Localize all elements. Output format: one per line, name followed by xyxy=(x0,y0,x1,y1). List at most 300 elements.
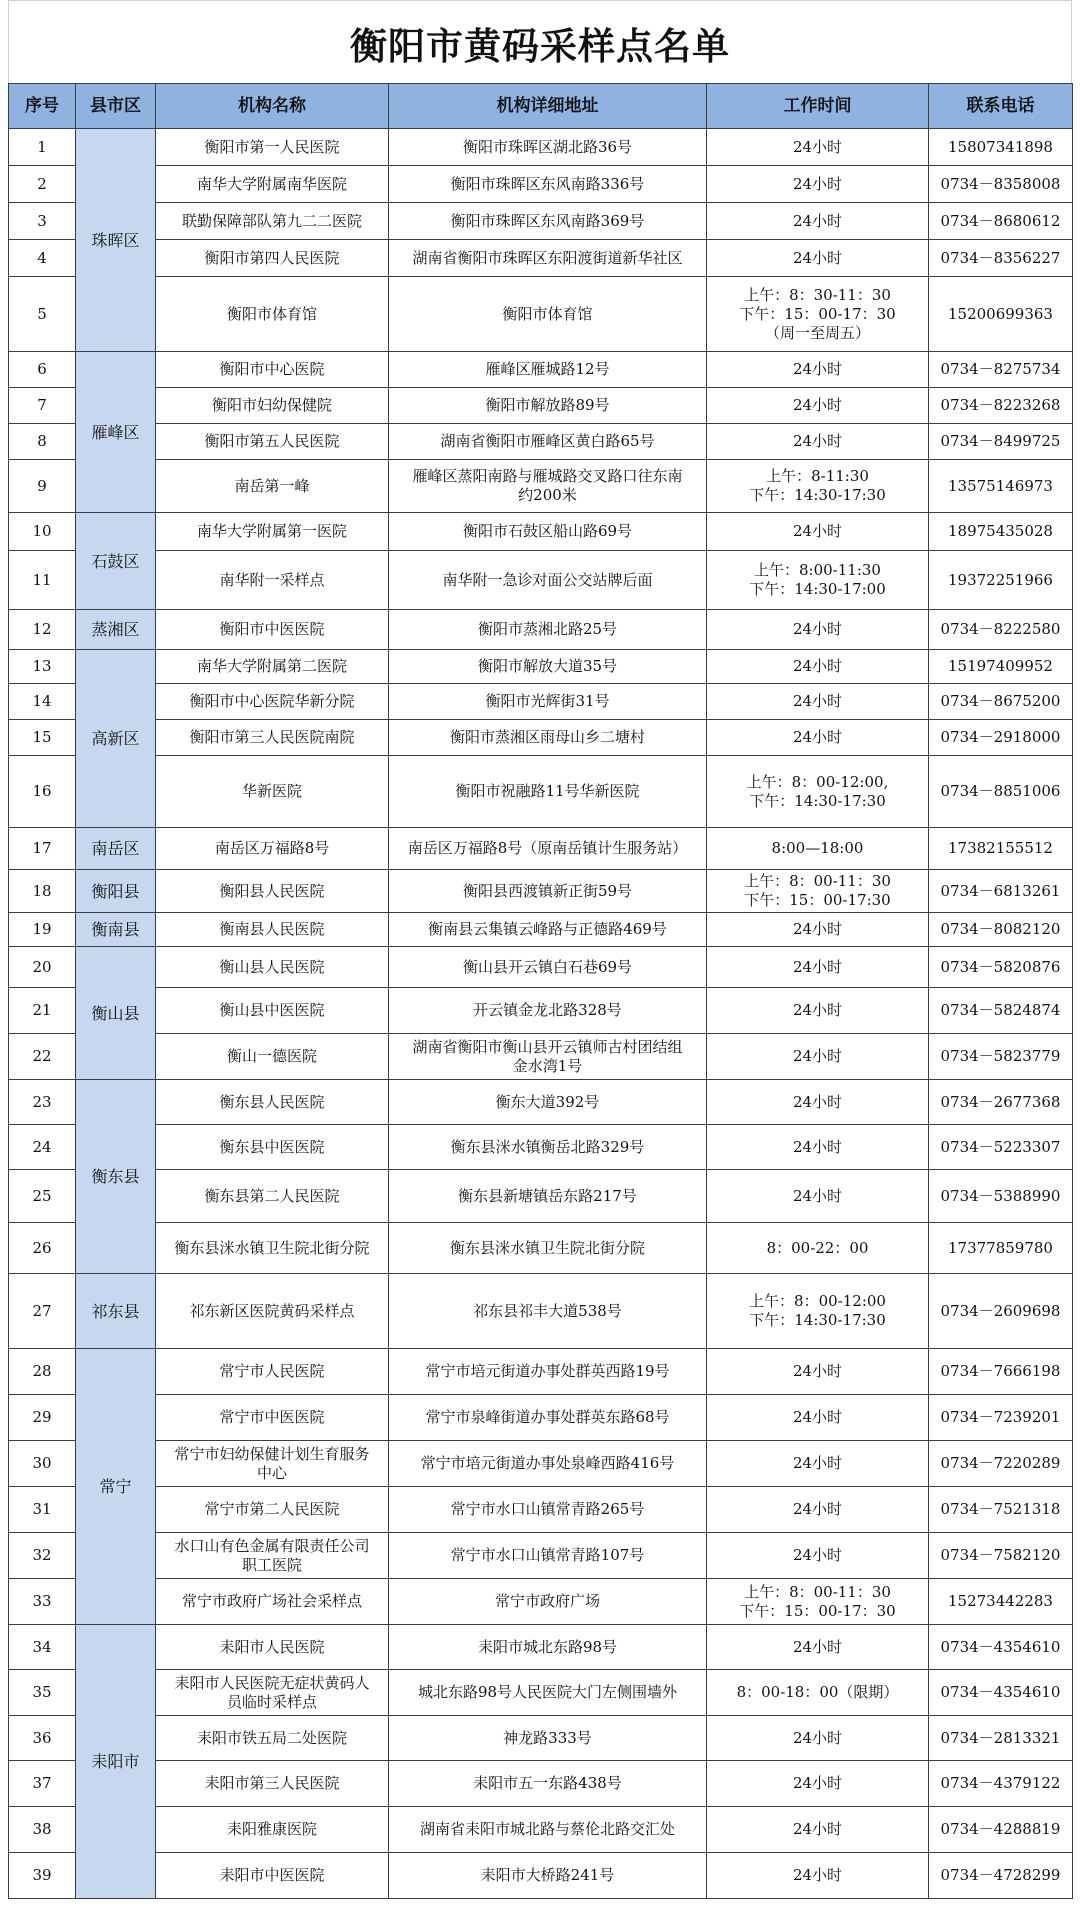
table-row xyxy=(9,513,1073,551)
institution-address xyxy=(389,1349,707,1395)
institution-address xyxy=(389,1579,707,1625)
working-hours-line: 24小时 xyxy=(792,692,843,710)
district-cell: 衡阳县 xyxy=(76,870,156,913)
contact-phone: 0734－2813321 xyxy=(929,1716,1073,1761)
institution-name-line: 衡阳市体育馆 xyxy=(226,304,317,323)
working-hours xyxy=(707,988,929,1034)
institution-address-line: 常宁市泉峰街道办事处群英东路68号 xyxy=(425,1408,670,1426)
sampling-sites-table xyxy=(8,83,1073,1899)
table-row xyxy=(9,203,1073,240)
table-row xyxy=(9,1223,1073,1274)
institution-name-line: 衡山县人民医院 xyxy=(219,957,325,976)
working-hours xyxy=(707,684,929,720)
institution-name xyxy=(156,1579,389,1625)
institution-name xyxy=(156,828,389,870)
institution-address-line: 衡阳市珠晖区东风南路369号 xyxy=(450,211,645,230)
working-hours-line: 24小时 xyxy=(792,1820,843,1838)
working-hours-line: 24小时 xyxy=(792,1362,843,1380)
table-row xyxy=(9,1807,1073,1853)
institution-address-line: 南岳区万福路8号（原南岳镇计生服务站） xyxy=(407,839,688,857)
working-hours-line: 上午：8:00-11:30 xyxy=(754,561,881,579)
contact-phone: 0734－7239201 xyxy=(929,1395,1073,1441)
table-row xyxy=(9,1853,1073,1899)
row-number: 8 xyxy=(9,424,76,460)
institution-name xyxy=(156,1807,389,1853)
working-hours xyxy=(707,1125,929,1170)
table-row xyxy=(9,1579,1073,1625)
institution-address xyxy=(389,1853,707,1899)
working-hours-line: 24小时 xyxy=(792,920,843,938)
institution-name xyxy=(156,240,389,277)
table-row xyxy=(9,1395,1073,1441)
institution-address xyxy=(389,1125,707,1170)
institution-address xyxy=(389,1441,707,1487)
contact-phone: 0734－7666198 xyxy=(929,1349,1073,1395)
institution-name-line: 南华大学附属第一医院 xyxy=(196,522,347,540)
working-hours xyxy=(707,460,929,513)
working-hours-line: 上午：8：00-11：30 xyxy=(744,1582,891,1601)
institution-address-line: 衡南县云集镇云峰路与正德路469号 xyxy=(428,920,667,938)
working-hours-line: 24小时 xyxy=(792,728,843,746)
header-no: 序号 xyxy=(9,84,76,129)
contact-phone: 17377859780 xyxy=(929,1223,1073,1274)
row-number: 28 xyxy=(9,1349,76,1395)
row-number: 33 xyxy=(9,1579,76,1625)
institution-address-line: 约200米 xyxy=(518,486,577,504)
institution-address-line: 耒阳市城北东路98号 xyxy=(477,1637,618,1656)
working-hours xyxy=(707,1625,929,1670)
institution-name xyxy=(156,756,389,828)
working-hours-line: 24小时 xyxy=(792,1047,843,1065)
working-hours xyxy=(707,551,929,610)
row-number: 36 xyxy=(9,1716,76,1761)
table-row xyxy=(9,460,1073,513)
working-hours-line: 24小时 xyxy=(792,137,843,156)
working-hours-line: 上午：8：00-11：30 xyxy=(744,872,891,890)
contact-phone: 13575146973 xyxy=(929,460,1073,513)
institution-address-line: 常宁市培元街道办事处泉峰西路416号 xyxy=(420,1454,675,1472)
row-number: 11 xyxy=(9,551,76,610)
institution-address-line: 常宁市政府广场 xyxy=(494,1592,600,1610)
working-hours xyxy=(707,610,929,650)
institution-address-line: 祁东县祁丰大道538号 xyxy=(473,1301,622,1320)
table-row xyxy=(9,1274,1073,1349)
contact-phone: 0734－2918000 xyxy=(929,720,1073,756)
institution-name-line: 耒阳市人民医院 xyxy=(219,1637,325,1656)
district-cell: 蒸湘区 xyxy=(76,610,156,650)
row-number: 23 xyxy=(9,1080,76,1125)
institution-name-line: 衡山一德医院 xyxy=(226,1047,317,1065)
institution-address-line: 开云镇金龙北路328号 xyxy=(473,1001,622,1019)
institution-name-line: 中心 xyxy=(256,1463,287,1482)
institution-name xyxy=(156,1670,389,1716)
header-institution: 机构名称 xyxy=(156,84,389,129)
institution-name xyxy=(156,1853,389,1899)
institution-address xyxy=(389,684,707,720)
institution-address-line: 衡阳市体育馆 xyxy=(502,304,593,323)
institution-address xyxy=(389,1807,707,1853)
table-row xyxy=(9,1349,1073,1395)
institution-name xyxy=(156,1223,389,1274)
institution-address xyxy=(389,720,707,756)
row-number: 25 xyxy=(9,1170,76,1223)
title-row xyxy=(8,0,1072,84)
working-hours-line: 上午：8：00-12:00, xyxy=(746,772,889,791)
working-hours xyxy=(707,1716,929,1761)
institution-address-line: 常宁市水口山镇常青路265号 xyxy=(450,1500,645,1518)
table-row xyxy=(9,1670,1073,1716)
institution-address xyxy=(389,240,707,277)
working-hours xyxy=(707,650,929,684)
table-row xyxy=(9,352,1073,388)
district-cell: 祁东县 xyxy=(76,1274,156,1349)
working-hours-line: 8:00—18:00 xyxy=(771,839,864,857)
contact-phone: 15197409952 xyxy=(929,650,1073,684)
contact-phone: 0734－5820876 xyxy=(929,947,1073,988)
table-row xyxy=(9,1487,1073,1533)
table-row xyxy=(9,1080,1073,1125)
institution-address-line: 南华附一急诊对面公交站牌后面 xyxy=(442,570,653,589)
institution-address xyxy=(389,988,707,1034)
institution-address-line: 衡阳市光辉街31号 xyxy=(485,692,610,710)
working-hours-line: 24小时 xyxy=(792,248,843,267)
institution-name xyxy=(156,1034,389,1080)
table-row xyxy=(9,1716,1073,1761)
working-hours xyxy=(707,1670,929,1716)
working-hours-line: 8：00-22：00 xyxy=(766,1238,869,1257)
working-hours xyxy=(707,1441,929,1487)
institution-address xyxy=(389,947,707,988)
institution-address-line: 衡东大道392号 xyxy=(495,1092,600,1111)
institution-name-line: 耒阳市第三人民医院 xyxy=(204,1774,340,1792)
institution-name-line: 衡山县中医医院 xyxy=(219,1001,325,1019)
institution-name-line: 耒阳市铁五局二处医院 xyxy=(196,1728,347,1747)
institution-name xyxy=(156,388,389,424)
institution-name xyxy=(156,203,389,240)
institution-address-line: 雁峰区蒸阳南路与雁城路交叉路口往东南 xyxy=(412,467,683,485)
contact-phone: 0734－5388990 xyxy=(929,1170,1073,1223)
institution-address xyxy=(389,650,707,684)
table-row xyxy=(9,1533,1073,1579)
institution-name xyxy=(156,1761,389,1807)
table-row xyxy=(9,870,1073,913)
row-number: 6 xyxy=(9,352,76,388)
row-number: 12 xyxy=(9,610,76,650)
table-row xyxy=(9,166,1073,203)
row-number: 24 xyxy=(9,1125,76,1170)
institution-address xyxy=(389,828,707,870)
institution-name-line: 南华大学附属南华医院 xyxy=(196,174,347,193)
working-hours-line: 24小时 xyxy=(792,1001,843,1019)
institution-address-line: 衡阳县西渡镇新正街59号 xyxy=(462,881,633,900)
contact-phone: 0734－5223307 xyxy=(929,1125,1073,1170)
working-hours xyxy=(707,1487,929,1533)
row-number: 17 xyxy=(9,828,76,870)
row-number: 19 xyxy=(9,913,76,947)
working-hours-line: 24小时 xyxy=(792,174,843,193)
institution-name-line: 耒阳市人民医院无症状黄码人 xyxy=(174,1673,370,1692)
institution-name xyxy=(156,988,389,1034)
working-hours-line: 24小时 xyxy=(792,1866,843,1884)
institution-address xyxy=(389,1670,707,1716)
header-district: 县市区 xyxy=(76,84,156,129)
working-hours-line: 下午：14:30-17:30 xyxy=(749,486,886,504)
working-hours-line: 24小时 xyxy=(792,396,843,414)
row-number: 15 xyxy=(9,720,76,756)
institution-address xyxy=(389,1034,707,1080)
row-number: 37 xyxy=(9,1761,76,1807)
working-hours-line: 24小时 xyxy=(792,1137,843,1156)
institution-name xyxy=(156,277,389,352)
institution-name xyxy=(156,1716,389,1761)
contact-phone: 0734－8275734 xyxy=(929,352,1073,388)
contact-phone: 0734－8223268 xyxy=(929,388,1073,424)
contact-phone: 0734－8082120 xyxy=(929,913,1073,947)
table-row xyxy=(9,424,1073,460)
working-hours xyxy=(707,720,929,756)
institution-address xyxy=(389,913,707,947)
contact-phone: 0734－4354610 xyxy=(929,1670,1073,1716)
institution-address-line: 湖南省衡阳市雁峰区黄白路65号 xyxy=(440,432,655,450)
working-hours-line: 上午：8：30-11：30 xyxy=(744,285,891,304)
institution-address xyxy=(389,551,707,610)
district-cell: 南岳区 xyxy=(76,828,156,870)
working-hours-line: 下午：15：00-17：30 xyxy=(739,1601,896,1620)
table-row xyxy=(9,1625,1073,1670)
institution-name-line: 衡东县人民医院 xyxy=(219,1092,325,1111)
institution-name xyxy=(156,1274,389,1349)
working-hours xyxy=(707,947,929,988)
contact-phone: 0734－4728299 xyxy=(929,1853,1073,1899)
contact-phone: 0734－8499725 xyxy=(929,424,1073,460)
institution-name-line: 衡东县中医医院 xyxy=(219,1137,325,1156)
institution-name-line: 南岳第一峰 xyxy=(234,476,310,495)
table-row xyxy=(9,1034,1073,1080)
institution-address-line: 衡阳市石鼓区船山路69号 xyxy=(462,522,633,540)
district-cell: 衡东县 xyxy=(76,1080,156,1274)
working-hours-line: 24小时 xyxy=(792,522,843,540)
header-phone: 联系电话 xyxy=(929,84,1073,129)
working-hours xyxy=(707,1170,929,1223)
institution-address xyxy=(389,1170,707,1223)
institution-name xyxy=(156,551,389,610)
working-hours-line: 下午：14:30-17:30 xyxy=(749,1311,886,1329)
contact-phone: 15200699363 xyxy=(929,277,1073,352)
district-cell: 耒阳市 xyxy=(76,1625,156,1899)
institution-address xyxy=(389,203,707,240)
contact-phone: 0734－4354610 xyxy=(929,1625,1073,1670)
contact-phone: 15807341898 xyxy=(929,129,1073,166)
row-number: 39 xyxy=(9,1853,76,1899)
district-cell: 珠晖区 xyxy=(76,129,156,352)
working-hours xyxy=(707,1579,929,1625)
table-row xyxy=(9,913,1073,947)
contact-phone: 0734－8851006 xyxy=(929,756,1073,828)
row-number: 34 xyxy=(9,1625,76,1670)
institution-name xyxy=(156,129,389,166)
institution-name xyxy=(156,650,389,684)
working-hours xyxy=(707,203,929,240)
institution-name-line: 衡阳市中心医院华新分院 xyxy=(189,692,355,710)
institution-address xyxy=(389,424,707,460)
institution-address xyxy=(389,1487,707,1533)
working-hours xyxy=(707,1533,929,1579)
table-row xyxy=(9,988,1073,1034)
header-hours: 工作时间 xyxy=(707,84,929,129)
institution-address-line: 城北东路98号人民医院大门左侧围墙外 xyxy=(417,1683,678,1701)
row-number: 22 xyxy=(9,1034,76,1080)
working-hours-line: 下午：14:30-17:30 xyxy=(749,791,886,810)
working-hours-line: 24小时 xyxy=(792,1092,843,1111)
header-row xyxy=(9,84,1073,129)
institution-address-line: 湖南省衡阳市衡山县开云镇师古村团结组 xyxy=(412,1037,683,1056)
institution-name-line: 衡阳市妇幼保健院 xyxy=(211,396,332,414)
row-number: 26 xyxy=(9,1223,76,1274)
institution-address-line: 衡东县洣水镇卫生院北街分院 xyxy=(449,1238,645,1257)
working-hours xyxy=(707,240,929,277)
table-row xyxy=(9,388,1073,424)
institution-name-line: 衡阳市第四人民医院 xyxy=(204,248,340,267)
table-row xyxy=(9,1761,1073,1807)
institution-address xyxy=(389,1274,707,1349)
institution-address-line: 衡阳市蒸湘北路25号 xyxy=(477,620,618,638)
contact-phone: 0734－5824874 xyxy=(929,988,1073,1034)
institution-name xyxy=(156,1441,389,1487)
institution-address xyxy=(389,1533,707,1579)
working-hours xyxy=(707,1223,929,1274)
institution-name-line: 常宁市第二人民医院 xyxy=(204,1500,340,1518)
institution-name-line: 联勤保障部队第九二二医院 xyxy=(181,211,362,230)
institution-address-line: 衡阳市蒸湘区雨母山乡二塘村 xyxy=(449,728,645,746)
institution-address-line: 神龙路333号 xyxy=(503,1728,592,1747)
institution-address xyxy=(389,513,707,551)
working-hours-line: 上午：8-11:30 xyxy=(766,467,869,485)
working-hours-line: 24小时 xyxy=(792,1546,843,1564)
institution-address-line: 常宁市水口山镇常青路107号 xyxy=(450,1546,645,1564)
row-number: 35 xyxy=(9,1670,76,1716)
contact-phone: 0734－7521318 xyxy=(929,1487,1073,1533)
contact-phone: 19372251966 xyxy=(929,551,1073,610)
institution-name-line: 衡阳县人民医院 xyxy=(219,881,325,900)
institution-name xyxy=(156,1395,389,1441)
working-hours xyxy=(707,513,929,551)
institution-address xyxy=(389,460,707,513)
institution-name-line: 常宁市中医医院 xyxy=(219,1408,325,1426)
working-hours-line: 24小时 xyxy=(792,1454,843,1472)
working-hours-line: 下午：15：00-17:30 xyxy=(744,891,891,909)
row-number: 20 xyxy=(9,947,76,988)
row-number: 14 xyxy=(9,684,76,720)
table-row xyxy=(9,240,1073,277)
working-hours xyxy=(707,1853,929,1899)
institution-name xyxy=(156,1533,389,1579)
working-hours-line: 24小时 xyxy=(792,1408,843,1426)
table-row xyxy=(9,650,1073,684)
institution-address xyxy=(389,1716,707,1761)
district-cell: 雁峰区 xyxy=(76,352,156,513)
table-row xyxy=(9,684,1073,720)
contact-phone: 0734－8356227 xyxy=(929,240,1073,277)
working-hours-line: 24小时 xyxy=(792,957,843,976)
institution-name-line: 常宁市人民医院 xyxy=(219,1362,325,1380)
working-hours xyxy=(707,166,929,203)
institution-address xyxy=(389,166,707,203)
working-hours xyxy=(707,1349,929,1395)
contact-phone: 0734－5823779 xyxy=(929,1034,1073,1080)
institution-address-line: 衡东县新塘镇岳东路217号 xyxy=(458,1186,637,1205)
institution-address xyxy=(389,1395,707,1441)
row-number: 5 xyxy=(9,277,76,352)
row-number: 2 xyxy=(9,166,76,203)
table-row xyxy=(9,1125,1073,1170)
institution-name-line: 华新医院 xyxy=(241,782,302,800)
institution-name-line: 常宁市妇幼保健计划生育服务 xyxy=(174,1444,370,1463)
institution-name-line: 衡阳市第五人民医院 xyxy=(204,432,340,450)
contact-phone: 18975435028 xyxy=(929,513,1073,551)
working-hours-line: 24小时 xyxy=(792,1500,843,1518)
table-row xyxy=(9,129,1073,166)
institution-address xyxy=(389,277,707,352)
contact-phone: 17382155512 xyxy=(929,828,1073,870)
working-hours-line: 24小时 xyxy=(792,1774,843,1792)
row-number: 31 xyxy=(9,1487,76,1533)
institution-name xyxy=(156,1349,389,1395)
institution-address-line: 雁峰区雁城路12号 xyxy=(485,360,610,378)
institution-address xyxy=(389,1223,707,1274)
institution-address-line: 湖南省耒阳市城北路与蔡伦北路交汇处 xyxy=(419,1820,675,1838)
district-cell: 石鼓区 xyxy=(76,513,156,610)
table-row xyxy=(9,1441,1073,1487)
institution-address-line: 金水湾1号 xyxy=(512,1056,583,1075)
district-cell: 衡南县 xyxy=(76,913,156,947)
institution-name-line: 常宁市政府广场社会采样点 xyxy=(181,1592,362,1610)
sheet xyxy=(8,0,1072,1904)
working-hours xyxy=(707,913,929,947)
row-number: 9 xyxy=(9,460,76,513)
institution-address-line: 湖南省衡阳市珠晖区东阳渡街道新华社区 xyxy=(412,248,683,267)
district-cell: 衡山县 xyxy=(76,947,156,1080)
institution-address-line: 耒阳市大桥路241号 xyxy=(480,1866,615,1884)
institution-name xyxy=(156,1487,389,1533)
working-hours xyxy=(707,1761,929,1807)
row-number: 32 xyxy=(9,1533,76,1579)
institution-address-line: 耒阳市五一东路438号 xyxy=(473,1774,622,1792)
working-hours-line: 24小时 xyxy=(792,657,843,675)
row-number: 13 xyxy=(9,650,76,684)
table-row xyxy=(9,1170,1073,1223)
contact-phone: 0734－4288819 xyxy=(929,1807,1073,1853)
working-hours xyxy=(707,352,929,388)
row-number: 16 xyxy=(9,756,76,828)
working-hours-line: 24小时 xyxy=(792,360,843,378)
working-hours xyxy=(707,1807,929,1853)
contact-phone: 0734－8680612 xyxy=(929,203,1073,240)
working-hours-line: 24小时 xyxy=(792,211,843,230)
institution-address xyxy=(389,129,707,166)
working-hours xyxy=(707,1080,929,1125)
institution-address-line: 衡东县洣水镇衡岳北路329号 xyxy=(450,1137,645,1156)
institution-name-line: 南岳区万福路8号 xyxy=(214,839,330,857)
working-hours-line: （周一至周五） xyxy=(764,323,870,342)
institution-address-line: 衡阳市珠晖区东风南路336号 xyxy=(450,174,645,193)
institution-name xyxy=(156,1080,389,1125)
contact-phone: 0734－2677368 xyxy=(929,1080,1073,1125)
working-hours xyxy=(707,424,929,460)
institution-address xyxy=(389,610,707,650)
institution-address-line: 衡山县开云镇白石巷69号 xyxy=(462,957,633,976)
working-hours-line: 24小时 xyxy=(792,1637,843,1656)
page-title: 衡阳市黄码采样点名单 xyxy=(350,23,730,68)
